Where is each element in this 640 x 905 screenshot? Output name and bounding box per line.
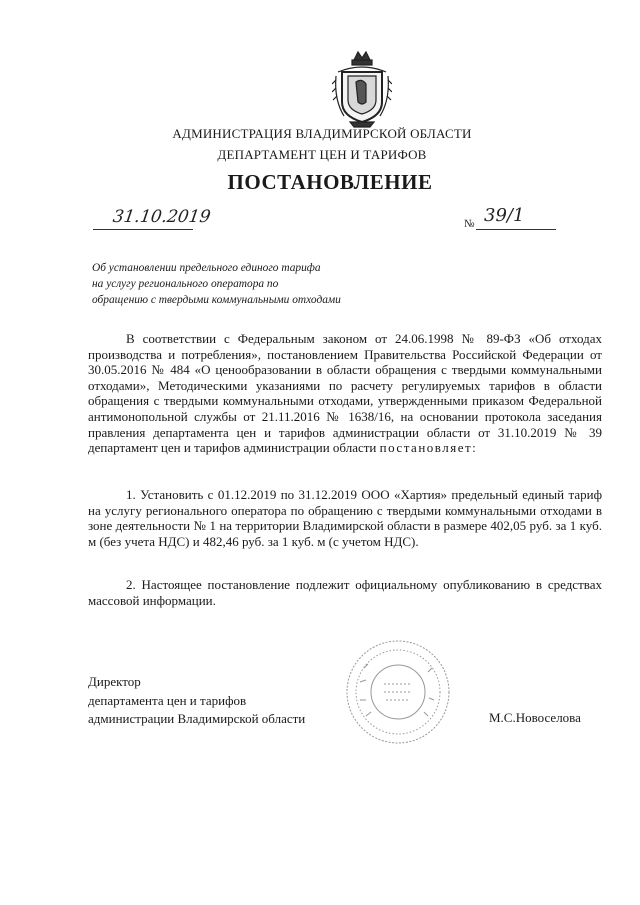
document-title: ПОСТАНОВЛЕНИЕ: [227, 170, 433, 194]
subject-line: обращению с твердыми коммунальными отходами: [92, 294, 341, 306]
preamble-text: В соответствии с Федеральным законом от 24.06.1998 № 89-ФЗ «Об отходах производства и потребления», постановлением Правительства Российской Федерации от 30.05.2016 № 484 «О ценообразовании в области обращения с твердыми коммунальными отходами», Методическими указаниями по расчету регулируемых тарифов в области обращения с твердыми коммунальными отходами, утвержденными приказом Федеральной антимонопольной службы от 21.11.2016 № 1638/16, на основании протокола заседания правления департамента цен и тарифов администрации области от 31.10.2019 № 39 департамент цен и тарифов администрации области: [88, 331, 602, 456]
date-underline: [93, 229, 193, 230]
signatory-title-line: департамента цен и тарифов: [88, 692, 247, 708]
subject-line: на услугу регионального оператора по: [92, 278, 279, 290]
signatory-title-line: Директор: [88, 674, 141, 689]
document-number: 39/1: [484, 205, 525, 226]
clause-2-paragraph: [88, 577, 602, 608]
document-subject: [92, 260, 392, 308]
clause-1-text: 1. Установить с 01.12.2019 по 31.12.2019 ООО «Хартия» предельный единый тариф на услугу регионального оператора по обращению с твердыми коммунальными отходами в зоне деятельности № 1 на территории Владимирской области в размере 402,05 руб. за 1 куб. м (без учета НДС) и 482,46 руб. за 1 куб. м (с учетом НДС).: [88, 487, 602, 549]
signatory-title-line: администрации Владимирской области: [88, 711, 306, 726]
preamble-paragraph: [88, 331, 602, 456]
subject-line: Об установлении предельного единого тарифа: [92, 262, 321, 274]
department-name: ДЕПАРТАМЕНТ ЦЕН И ТАРИФОВ: [217, 147, 427, 162]
coat-of-arms-icon: [332, 50, 392, 128]
signatory-title: [88, 673, 305, 729]
clause-2-text: 2. Настоящее постановление подлежит официальному опубликованию в средствах массовой информации.: [88, 577, 602, 608]
organization-name: АДМИНИСТРАЦИЯ ВЛАДИМИРСКОЙ ОБЛАСТИ: [172, 126, 472, 141]
clause-1-paragraph: [88, 487, 602, 549]
round-seal-icon: [344, 638, 452, 746]
resolution-verb: постановляет:: [379, 440, 478, 456]
signatory-name: М.С.Новоселова: [489, 710, 581, 725]
number-underline: [476, 229, 556, 230]
number-sign: №: [464, 218, 475, 230]
document-date: 31.10.2019: [111, 207, 212, 227]
